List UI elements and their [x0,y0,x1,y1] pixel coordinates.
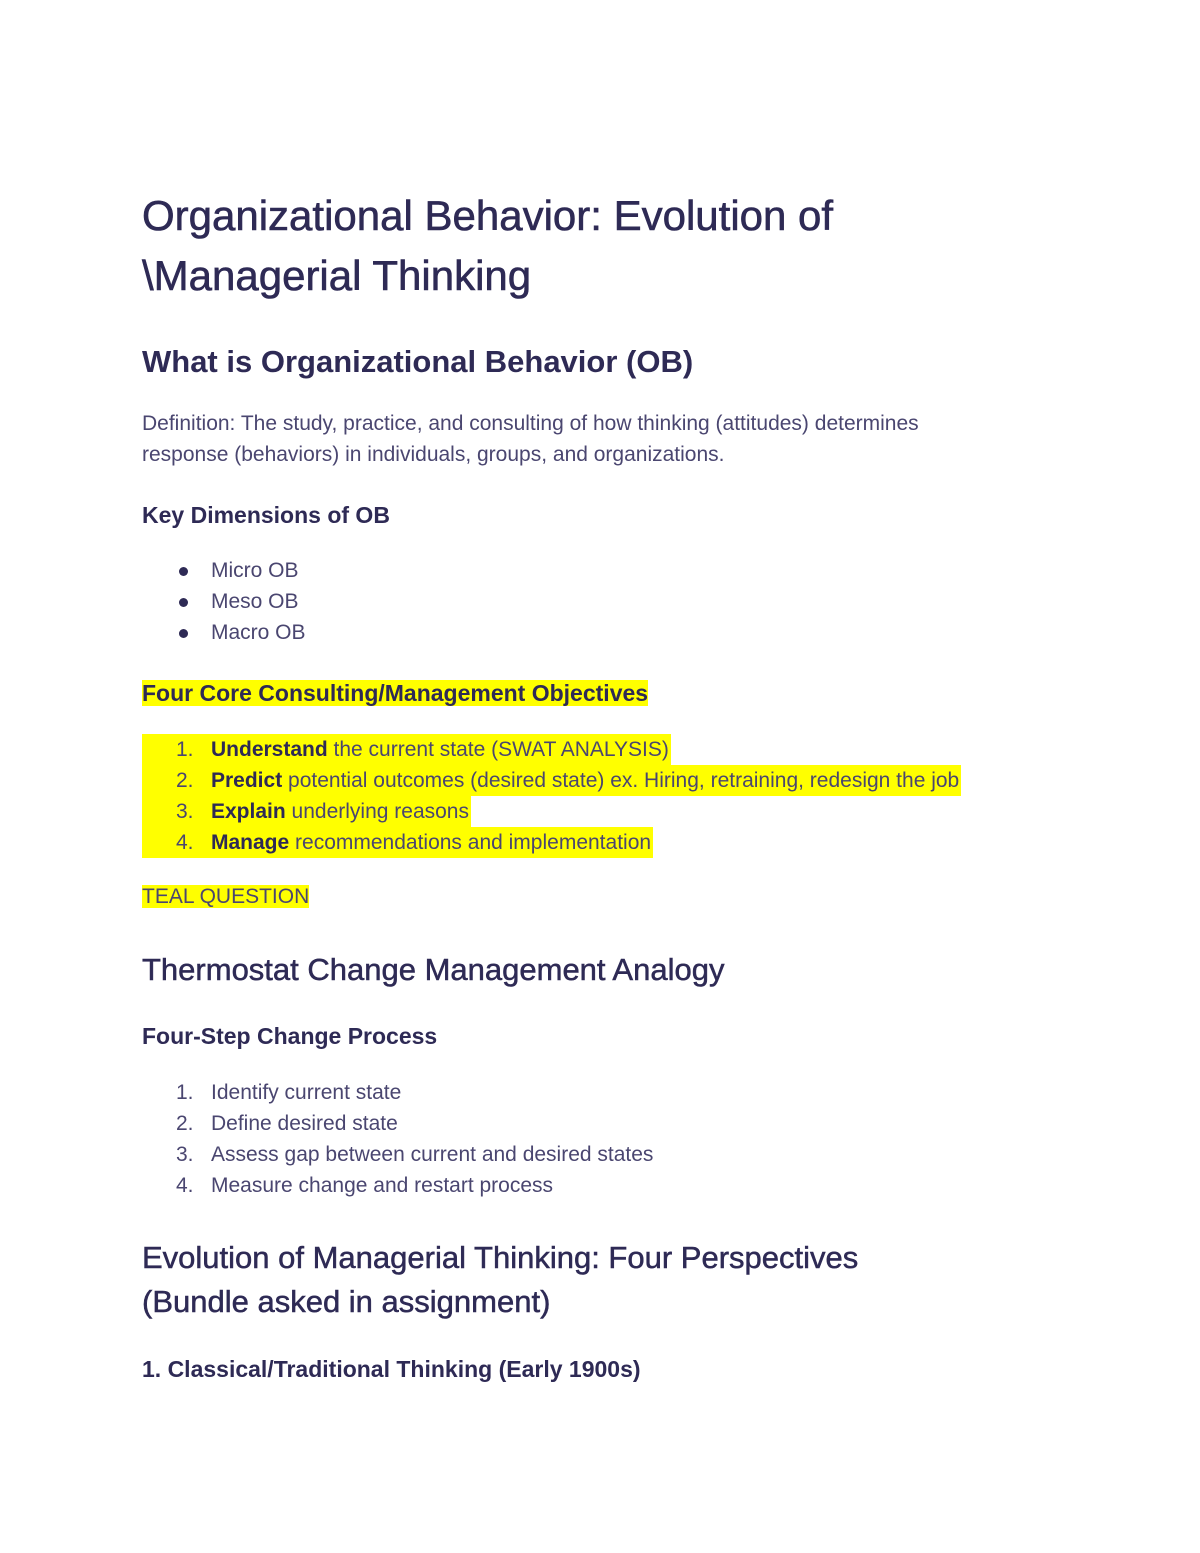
title-line-1: Organizational Behavior: Evolution of [142,192,834,239]
objectives-list [142,734,961,858]
classical-thinking-heading: 1. Classical/Traditional Thinking (Early 1900s) [142,1356,641,1382]
bullet-icon [179,598,188,607]
list-item: 2. Define desired state [176,1112,398,1135]
list-item: 1. Understand the current state (SWAT ANALYSIS) [142,734,961,765]
title-line-2: \Managerial Thinking [142,252,532,299]
evolution-heading-line-2: (Bundle asked in assignment) [142,1284,551,1319]
list-item: 2. Predict potential outcomes (desired state) ex. Hiring, retraining, redesign the job [142,765,961,796]
evolution-heading [142,1236,1042,1324]
definition-line-1: Definition: The study, practice, and consulting of how thinking (attitudes) determines [142,412,919,435]
definition-line-2: response (behaviors) in individuals, groups, and organizations. [142,443,725,466]
list-item: 3. Explain underlying reasons [142,796,961,827]
key-dimensions-list [142,555,306,648]
key-dimensions-heading: Key Dimensions of OB [142,502,390,528]
teal-question: TEAL QUESTION [142,885,310,908]
list-item: Meso OB [142,586,306,617]
list-item: 4. Measure change and restart process [176,1174,554,1197]
list-item: 4. Manage recommendations and implementation [142,827,961,858]
list-item: Macro OB [142,617,306,648]
bullet-icon [179,567,188,576]
document-title [142,186,1042,306]
evolution-heading-line-1: Evolution of Managerial Thinking: Four Perspectives [142,1240,859,1275]
change-process-heading: Four-Step Change Process [142,1023,438,1049]
list-item: 1. Identify current state [176,1081,402,1104]
thermostat-heading: Thermostat Change Management Analogy [142,952,725,987]
change-process-list [142,1077,653,1201]
bullet-icon [179,629,188,638]
objectives-heading: Four Core Consulting/Management Objectives [142,680,649,706]
list-item: Micro OB [142,555,306,586]
ob-heading: What is Organizational Behavior (OB) [142,344,694,379]
list-item: 3. Assess gap between current and desired states [176,1143,654,1166]
ob-definition [142,408,1042,470]
